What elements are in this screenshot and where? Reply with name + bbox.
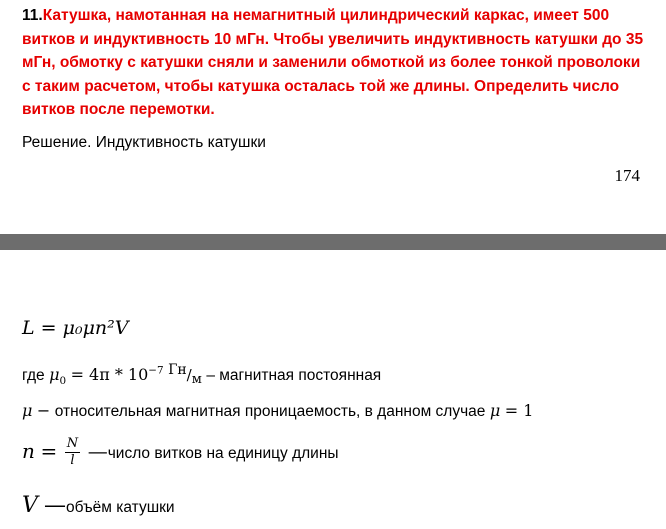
mu-definition xyxy=(22,401,533,421)
n-definition xyxy=(22,436,339,469)
n-denominator: l xyxy=(70,453,75,468)
mu-dash: − xyxy=(36,401,51,420)
problem-statement xyxy=(22,4,652,122)
n-description: число витков на единицу длины xyxy=(107,444,339,462)
mu-symbol-2: μ xyxy=(489,401,501,420)
solution-intro: Решение. Индуктивность катушки xyxy=(22,134,266,151)
n-equals: = xyxy=(40,438,58,463)
n-dash: — xyxy=(87,438,108,463)
mu-symbol: μ xyxy=(22,401,33,420)
n-fraction xyxy=(65,436,80,469)
n-numerator: N xyxy=(66,436,79,451)
mu-description: относительная магнитная проницаемость, в данном случае xyxy=(54,403,486,420)
v-dash: — xyxy=(44,493,67,518)
mu0-unit-bottom: м xyxy=(191,372,202,387)
mu0-symbol: $\mu_0$ xyxy=(49,365,67,388)
problem-number: 11. xyxy=(22,7,43,24)
problem-text: Катушка, намотанная на немагнитный цилиндрический каркас, имеет 500 витков и индуктивность 10 мГн. Чтобы увеличить индуктивность катушки до 35 мГн, обмотку с катушки сняли и заменили обмоткой из более тонкой проволоки с таким расчетом, чтобы катушка осталась той же длины. Определить число витков после перемотки. xyxy=(22,7,644,118)
v-description: объём катушки xyxy=(66,499,175,516)
mu0-exponent: −7 xyxy=(148,364,164,377)
mu0-value: = 4π * 10 xyxy=(70,365,149,384)
v-symbol: V xyxy=(22,493,38,518)
mu-value: = 1 xyxy=(504,401,534,420)
mu0-definition xyxy=(22,362,382,388)
mu0-unit: Гн/м xyxy=(168,362,202,387)
page-divider xyxy=(0,234,666,250)
page-number: 174 xyxy=(614,166,640,185)
n-symbol: n xyxy=(22,438,35,463)
v-definition xyxy=(22,492,175,518)
inductance-equation: L = μ₀μn²V xyxy=(22,317,129,339)
inductance-formula xyxy=(22,317,129,339)
mu0-prefix: где xyxy=(22,367,45,384)
mu0-unit-top: Гн xyxy=(168,362,187,378)
mu0-description: – магнитная постоянная xyxy=(206,367,382,384)
